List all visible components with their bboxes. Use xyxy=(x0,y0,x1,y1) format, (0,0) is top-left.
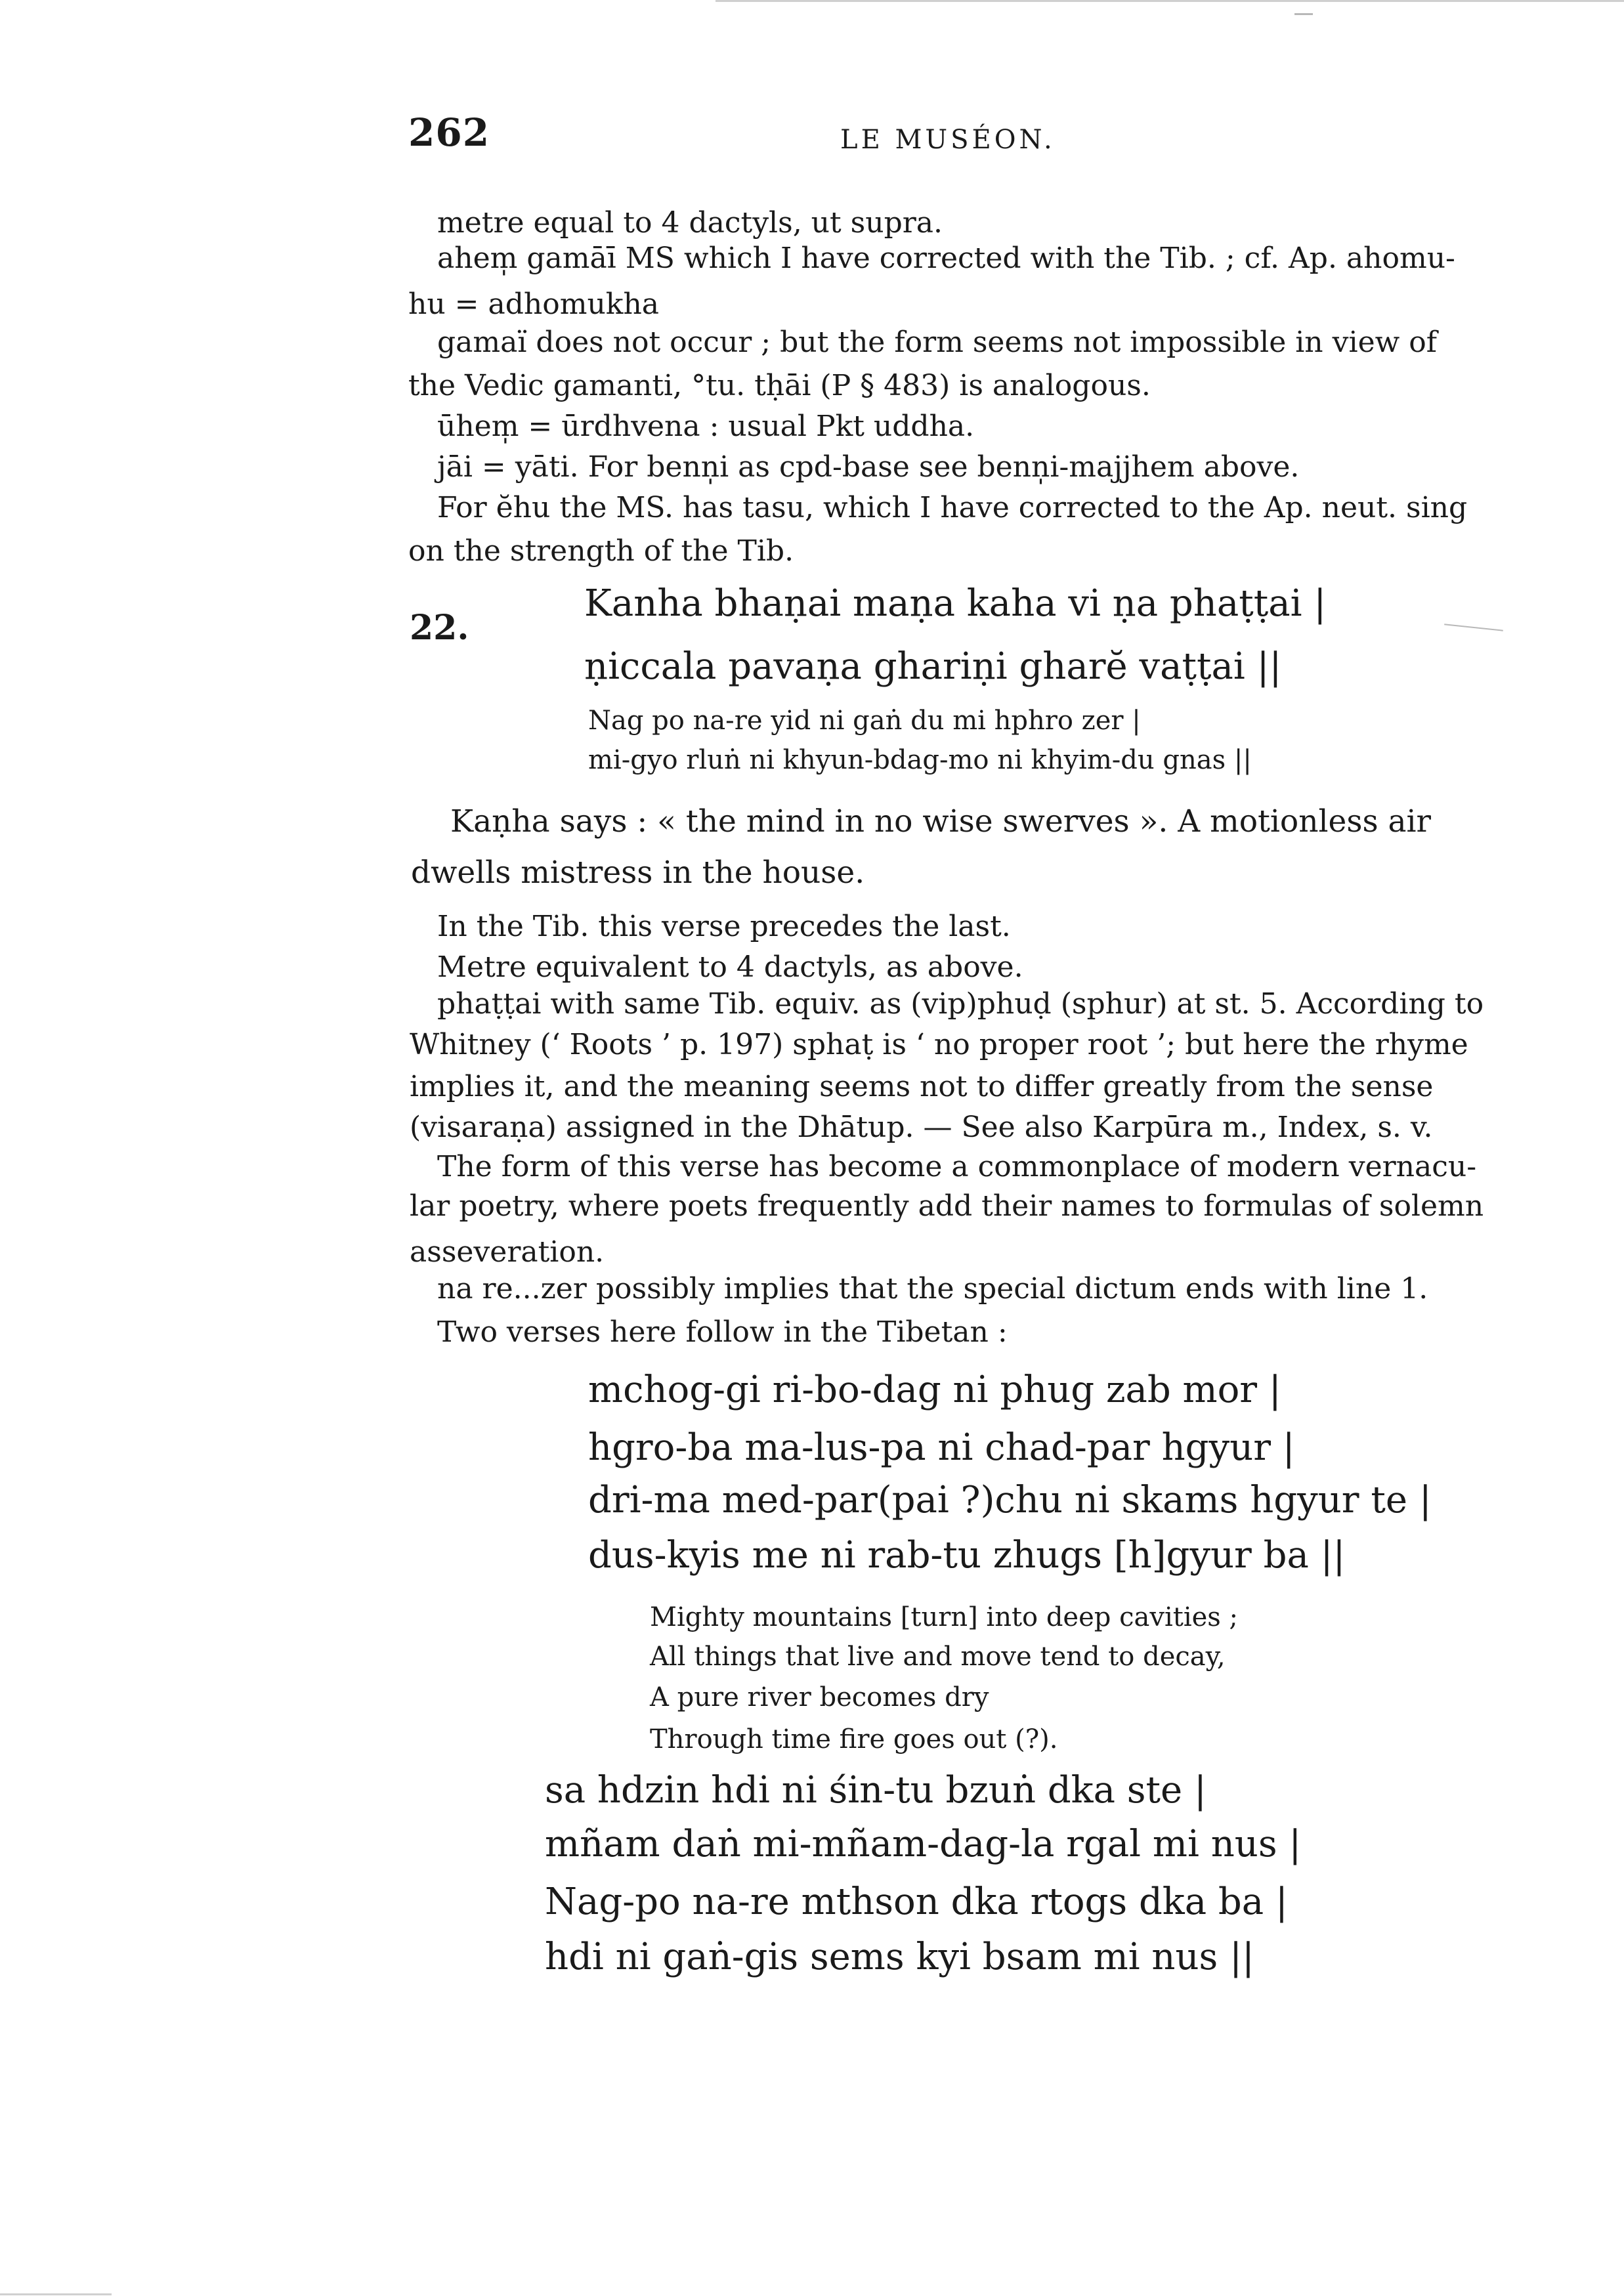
verse-number: 22. xyxy=(410,608,469,648)
note-line: Metre equivalent to 4 dactyls, as above. xyxy=(437,950,1023,984)
note-line: In the Tib. this verse precedes the last. xyxy=(437,910,1011,943)
note-line: Whitney (‘ Roots ’ p. 197) sphaṭ is ‘ no proper root ’; but here the rhyme xyxy=(410,1028,1468,1061)
note-line: lar poetry, where poets frequently add their names to formulas of solemn xyxy=(410,1189,1484,1223)
tibetan-verse-line: mchog-gi ri-bo-dag ni phug zab mor | xyxy=(588,1369,1281,1411)
english-verse-line: Mighty mountains [turn] into deep cavities ; xyxy=(650,1602,1238,1632)
note-line: implies it, and the meaning seems not to differ greatly from the sense xyxy=(410,1070,1434,1103)
note-line: na re...zer possibly implies that the special dictum ends with line 1. xyxy=(437,1272,1428,1306)
tibetan-verse-line: Nag-po na-re mthson dka rtogs dka ba | xyxy=(545,1881,1288,1923)
english-verse-line: All things that live and move tend to decay, xyxy=(650,1642,1226,1672)
english-verse-line: A pure river becomes dry xyxy=(650,1682,989,1712)
note-line: phaṭṭai with same Tib. equiv. as (vip)phuḍ (sphur) at st. 5. According to xyxy=(437,987,1484,1021)
note-line: on the strength of the Tib. xyxy=(408,534,794,568)
top-edge-line xyxy=(716,0,1624,2)
verse-tibetan-line: Nag po na-re yid ni gaṅ du mi hphro zer | xyxy=(588,706,1141,736)
note-line: hu = adhomukha xyxy=(408,287,660,321)
tibetan-verse-line: hgro-ba ma-lus-pa ni chad-par hgyur | xyxy=(588,1426,1295,1469)
margin-mark-right xyxy=(1444,624,1503,631)
note-line: The form of this verse has become a commonplace of modern vernacu- xyxy=(437,1150,1477,1183)
bottom-edge-line xyxy=(0,2293,112,2295)
note-line: ūhem̩ = ūrdhvena : usual Pkt uddha. xyxy=(437,410,975,443)
translation-line: Kaṇha says : « the mind in no wise swerves ». A motionless air xyxy=(450,803,1432,840)
note-line: ahem̩ gamāī MS which I have corrected with the Tib. ; cf. Ap. ahomu- xyxy=(437,242,1455,275)
tibetan-verse-line: mñam daṅ mi-mñam-dag-la rgal mi nus | xyxy=(545,1823,1302,1865)
note-line: asseveration. xyxy=(410,1235,605,1269)
note-line: jāi = yāti. For benn̩i as cpd-base see benn̩i-majjhem above. xyxy=(437,450,1300,484)
note-line: For ĕhu the MS. has tasu, which I have corrected to the Ap. neut. sing xyxy=(437,491,1468,524)
verse-line: Kanha bhaṇai maṇa kaha vi ṇa phaṭṭai | xyxy=(584,582,1327,625)
note-line: metre equal to 4 dactyls, ut supra. xyxy=(437,206,943,240)
tibetan-verse-line: dus-kyis me ni rab-tu zhugs [h]gyur ba || xyxy=(588,1534,1346,1577)
note-line: (visaraṇa) assigned in the Dhātup. — See also Karpūra m., Index, s. v. xyxy=(410,1111,1433,1144)
page-number: 262 xyxy=(408,110,490,155)
running-title: LE MUSÉON. xyxy=(840,125,1056,155)
note-line: gamaï does not occur ; but the form seems not impossible in view of xyxy=(437,326,1438,359)
verse-line: ṇiccala pavaṇa ghariṇi gharĕ vaṭṭai || xyxy=(584,645,1282,688)
tibetan-verse-line: dri-ma med-par(pai ?)chu ni skams hgyur te | xyxy=(588,1479,1432,1521)
verse-tibetan-line: mi-gyo rluṅ ni khyun-bdag-mo ni khyim-du gnas || xyxy=(588,745,1252,775)
speck-top-right xyxy=(1294,13,1313,15)
english-verse-line: Through time fire goes out (?). xyxy=(650,1724,1058,1754)
tibetan-verse-line: hdi ni gaṅ-gis sems kyi bsam mi nus || xyxy=(545,1936,1254,1978)
tibetan-verse-line: sa hdzin hdi ni śin-tu bzuṅ dka ste | xyxy=(545,1769,1207,1812)
translation-line: dwells mistress in the house. xyxy=(411,855,865,891)
note-line: Two verses here follow in the Tibetan : xyxy=(437,1315,1008,1349)
note-line: the Vedic gamanti, °tu. tḥāi (P § 483) is analogous. xyxy=(408,369,1151,402)
